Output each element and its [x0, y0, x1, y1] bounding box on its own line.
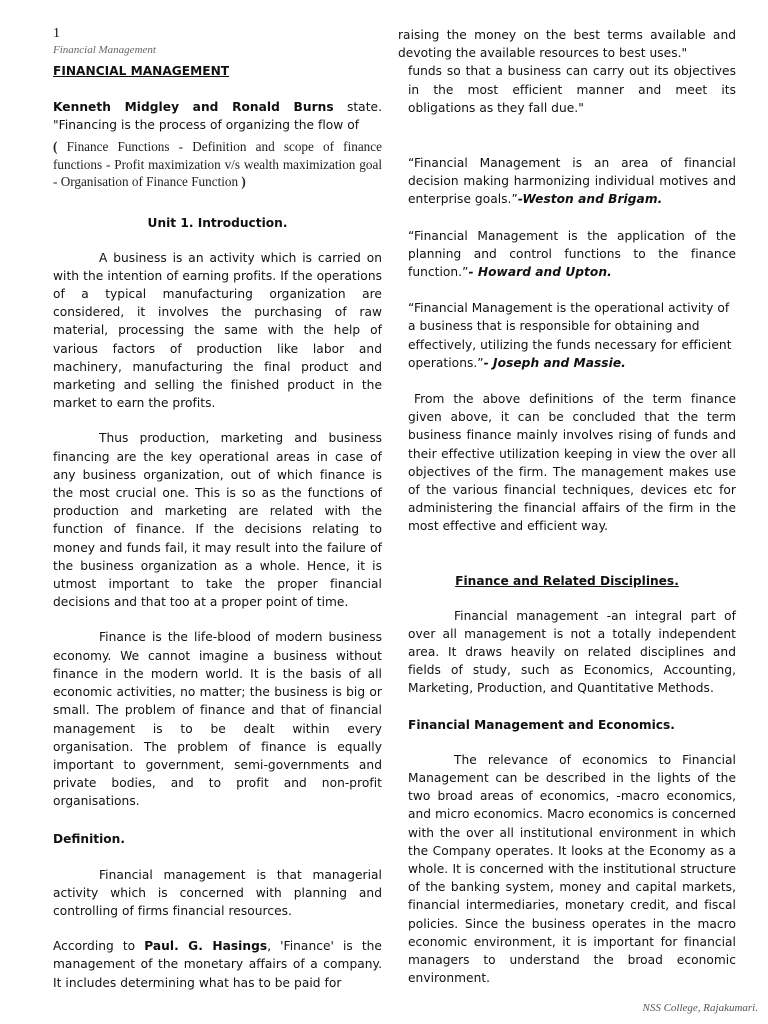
paren-close: )	[241, 174, 246, 190]
topic-list	[53, 138, 382, 190]
hasings-lead: According to	[53, 939, 145, 954]
midgley-continuation: funds so that a business can carry out its objectives in the most efficient manner and meet its obligations as they fall due."	[408, 64, 736, 115]
economics-paragraph: The relevance of economics to Financial Management can be described in the lights of the two broad areas of economics, -macro economics, and micro economics. Macro economics is concerned with the over all institutional environment in which the Company operates. It looks at the Economy as a whole. It is concerned with the institutional structure of the banking system, money and capital markets, financial intermediaries, monetary credit, and fiscal policies. Since the business operates in the macro economic environment, it is important for financial managers to understand the broad economic environment.	[408, 752, 736, 986]
intro-text: state. "Financing is the process of organizing the flow of	[53, 100, 382, 133]
unit-heading: Unit 1. Introduction.	[147, 215, 288, 230]
running-title: Financial Management	[53, 44, 156, 56]
economics-heading: Financial Management and Economics.	[408, 717, 675, 732]
related-disciplines-heading: Finance and Related Disciplines.	[455, 573, 679, 588]
hasings-author: Paul. G. Hasings	[144, 939, 268, 954]
quote-howard-text: “Financial Management is the application of the planning and control functions to the finance function.”	[408, 228, 736, 280]
quote-joseph-text: “Financial Management is the operational activity of a business that is responsible for obtaining and effectively, utilizing the funds necessary for efficient operations.”	[408, 301, 732, 370]
quote-joseph	[398, 299, 736, 372]
hasings-text: , 'Finance' is the management of the monetary affairs of a company. It includes determining what has to be paid for	[53, 939, 382, 990]
page-number: 1	[53, 26, 60, 41]
definition-heading: Definition.	[53, 831, 125, 846]
quote-howard	[398, 227, 736, 282]
intro-paragraph-1: A business is an activity which is carried on with the intention of earning profits. If the operations of a typical manufacturing organization are considered, it involves the purchasing of raw material, processing the same with the help of various factors of production like labor and machinery, manufacturing the final product and marketing and selling the finished product in the market to earn the profits.	[53, 250, 382, 411]
definition-paragraph: Financial management is that managerial activity which is concerned with planning and controlling of firms financial resources.	[53, 867, 382, 918]
conclusion-paragraph: From the above definitions of the term finance given above, it can be concluded that the term business finance mainly involves rising of funds and their effective utilization keeping in view the over all objectives of the firm. The management makes use of the various financial techniques, devices etc for administering the financial affairs of the firm in the most effective and efficient way.	[408, 392, 736, 534]
related-disciplines-paragraph: Financial management -an integral part of over all management is not a totally independent area. It draws heavily on related disciplines and fields of study, such as Economics, Accounting, Marketing, Production, and Quantitative Methods.	[408, 608, 736, 696]
footer-institution: NSS College, Rajakumari.	[642, 1002, 758, 1014]
quote-howard-author: - Howard and Upton.	[468, 265, 612, 280]
quote-joseph-author: - Joseph and Massie.	[483, 355, 626, 370]
quote-weston	[398, 154, 736, 209]
intro-authors: Kenneth Midgley and Ronald Burns	[53, 100, 334, 114]
intro-paragraph-2: Thus production, marketing and business financing are the key operational areas in case of any business organization, out of which finance is the most crucial one. This is so as the functions of production and marketing are related with the function of finance. If the decisions relating to money and funds fail, it may result into the failure of the business organization as a whole. Hence, it is utmost important to take the proper financial decisions and that too at a proper point of time.	[53, 431, 382, 610]
continued-definition: raising the money on the best terms available and devoting the available resources to best uses."	[398, 28, 736, 61]
left-column	[53, 62, 382, 992]
topic-list-text: Finance Functions - Definition and scope of finance functions - Profit maximization v/s wealth maximization goal - Organisation of Finance Function	[53, 139, 382, 190]
quote-weston-author: -Weston and Brigam.	[517, 192, 663, 207]
paren-open: (	[53, 139, 58, 155]
hasings-paragraph	[53, 937, 382, 992]
quote-weston-text: “Financial Management is an area of financial decision making harmonizing individual motives and enterprise goals.”	[408, 156, 736, 207]
right-column	[398, 26, 736, 987]
main-title: FINANCIAL MANAGEMENT	[53, 64, 230, 78]
intro-paragraph-3: Finance is the life-blood of modern business economy. We cannot imagine a business without finance in the modern world. It is the basis of all economic activities, no matter; the business is big or small. The problem of finance and that of financial management is to be dealt within every organisation. The problem of finance is equally important to government, semi-governments and private bodies, and to profit and non-profit organisations.	[53, 630, 382, 809]
intro-paragraph	[53, 98, 382, 134]
